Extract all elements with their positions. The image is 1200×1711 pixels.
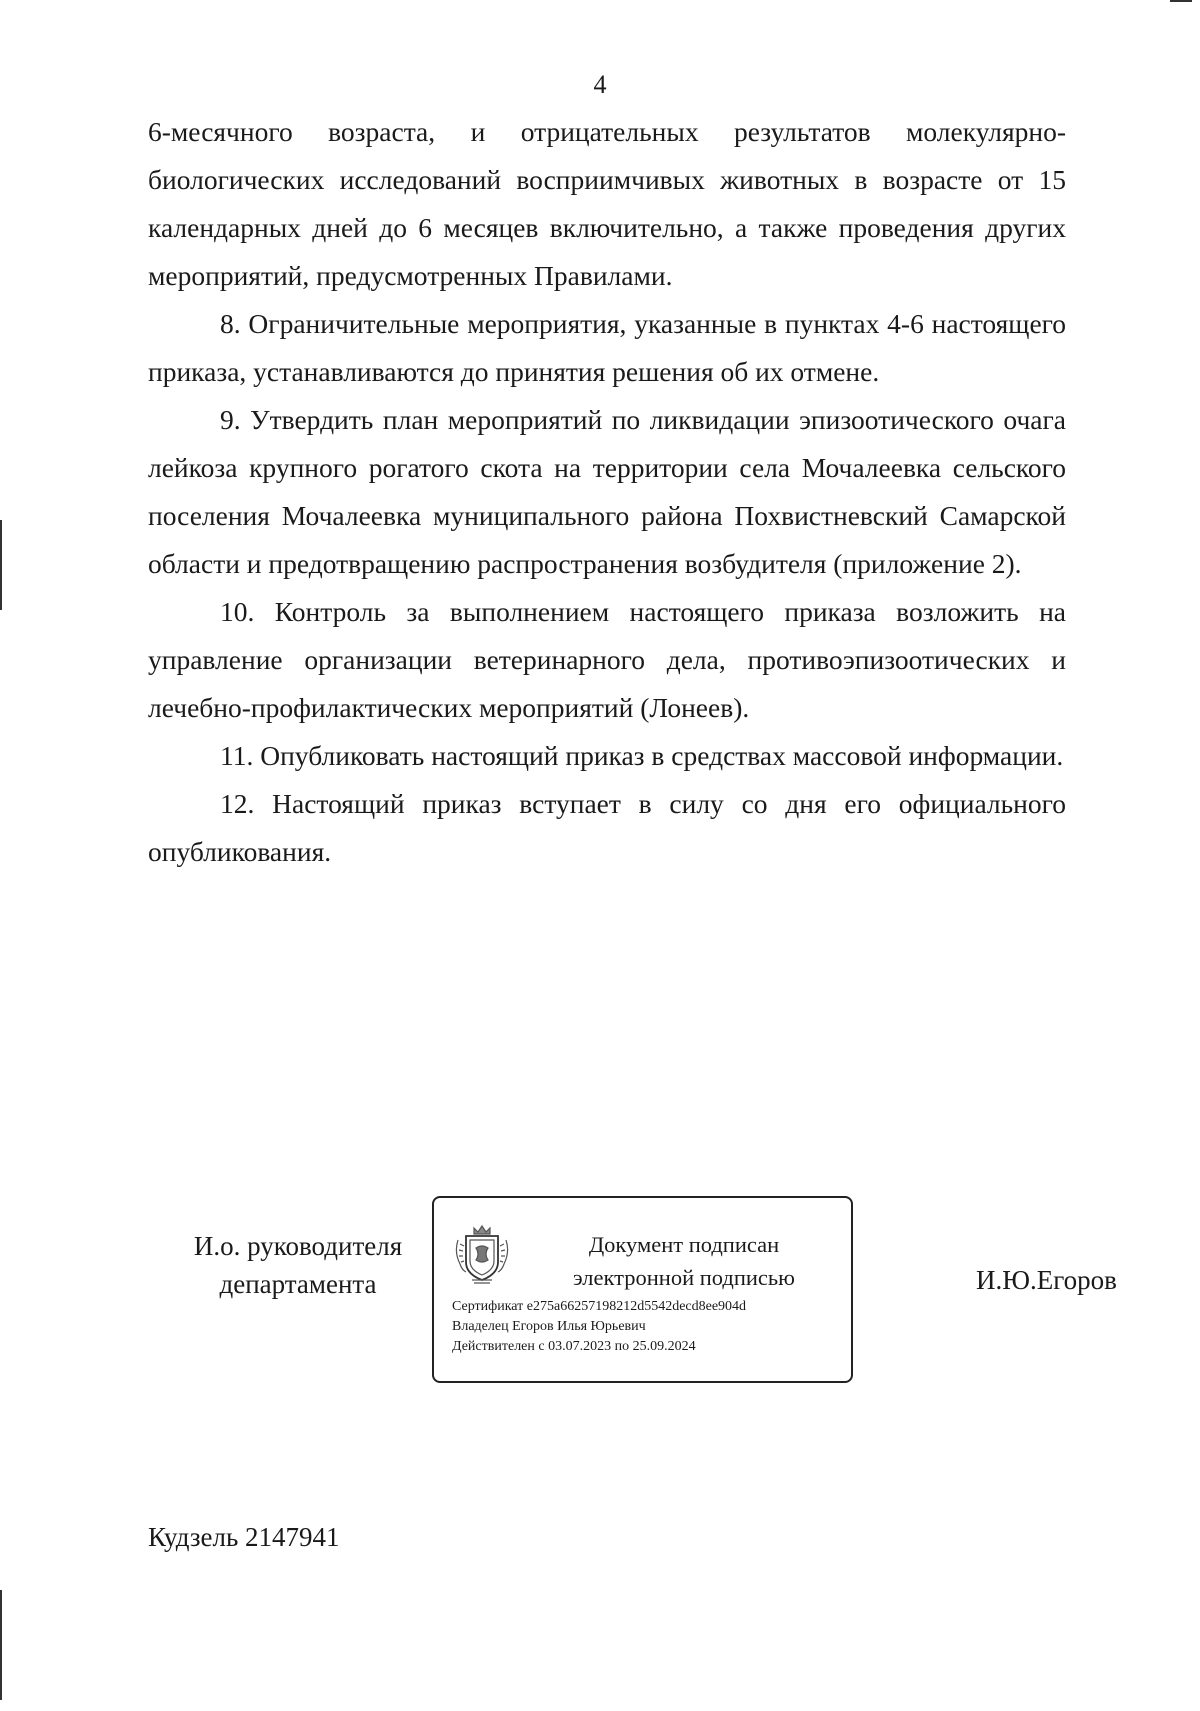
signer-position-line1: И.о. руководителя — [193, 1231, 403, 1261]
signer-position — [148, 1227, 448, 1303]
signature-details — [452, 1297, 847, 1357]
certificate-owner: Владелец Егоров Илья Юрьевич — [452, 1319, 646, 1334]
certificate-number: Сертификат e275a66257198212d5542decd8ee904d — [452, 1299, 747, 1314]
paragraph-item-10: 10. Контроль за выполнением настоящего приказа возложить на управление организации ветеринарного дела, противоэпизоотических и лечебно-профилактических мероприятий (Лонеев). — [148, 596, 1066, 723]
executor-note: Кудзель 2147941 — [148, 1522, 340, 1552]
electronic-signature-stamp — [432, 1196, 853, 1383]
page-number: 4 — [593, 70, 607, 99]
signature-heading — [534, 1228, 834, 1294]
scan-edge-mark — [1170, 0, 1192, 2]
paragraph-item-8: 8. Ограничительные мероприятия, указанные в пунктах 4-6 настоящего приказа, устанавливаются до принятия решения об их отмене. — [148, 308, 1066, 387]
signer-name: И.Ю.Егоров — [976, 1265, 1117, 1295]
scan-edge-mark — [0, 1590, 2, 1700]
paragraph-continuation: 6-месячного возраста, и отрицательных результатов молекулярно-биологических исследований восприимчивых животных в возрасте от 15 календарных дней до 6 месяцев включительно, а также проведения других мероприятий, предусмотренных Правилами. — [148, 116, 1066, 291]
certificate-validity: Действителен с 03.07.2023 по 25.09.2024 — [452, 1339, 696, 1354]
signer-position-line2: департамента — [219, 1269, 377, 1299]
paragraph-item-9: 9. Утвердить план мероприятий по ликвидации эпизоотического очага лейкоза крупного рогатого скота на территории села Мочалеевка сельского поселения Мочалеевка муниципального района Похвистневский Самарской области и предотвращению распространения возбудителя (приложение 2). — [148, 404, 1066, 579]
paragraph-item-12: 12. Настоящий приказ вступает в силу со дня его официального опубликования. — [148, 788, 1066, 867]
paragraph-item-11: 11. Опубликовать настоящий приказ в средствах массовой информации. — [220, 740, 1064, 771]
scan-edge-mark — [0, 520, 2, 610]
coat-of-arms-icon — [452, 1218, 512, 1286]
signature-heading-line1: Документ подписан — [588, 1232, 780, 1257]
document-body — [148, 108, 1066, 876]
signature-heading-line2: электронной подписью — [573, 1265, 795, 1290]
